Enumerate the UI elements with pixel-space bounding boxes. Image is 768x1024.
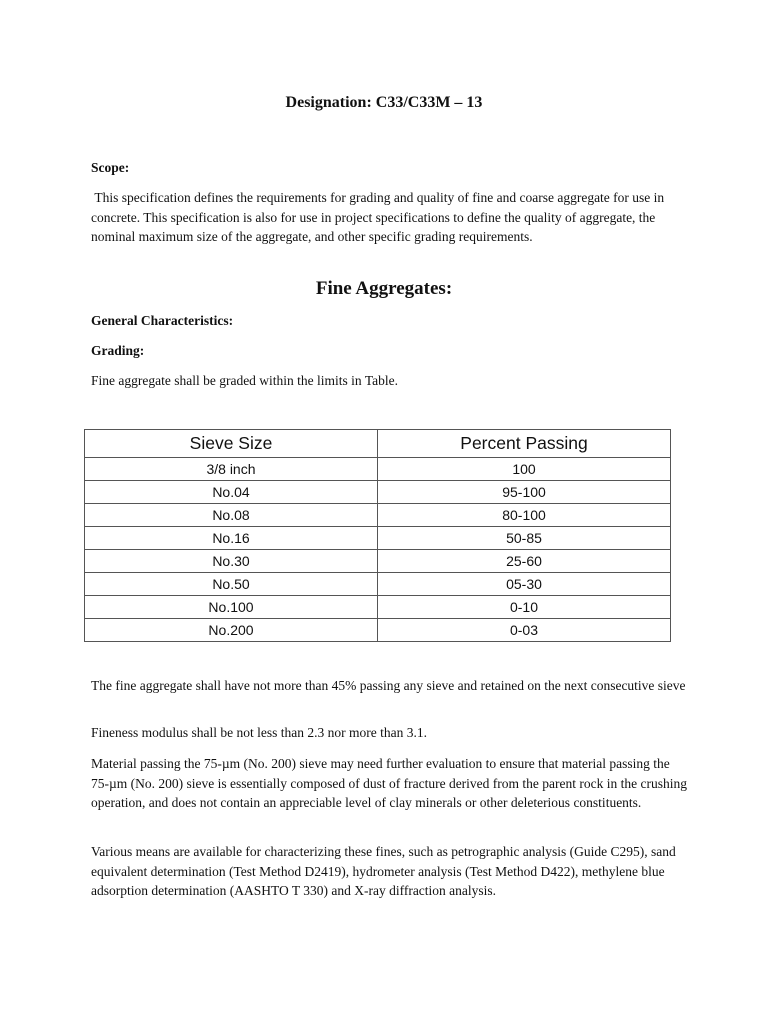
- table-header-row: [85, 430, 671, 458]
- percent-passing-cell: 0-03: [378, 619, 671, 642]
- table-row: [85, 550, 671, 573]
- sieve-size-cell: 3/8 inch: [85, 458, 378, 481]
- percent-passing-cell: 50-85: [378, 527, 671, 550]
- percent-passing-cell: 25-60: [378, 550, 671, 573]
- header-sieve-size: Sieve Size: [85, 430, 378, 458]
- header-percent-passing: Percent Passing: [378, 430, 671, 458]
- sieve-size-cell: No.16: [85, 527, 378, 550]
- table-row: [85, 527, 671, 550]
- percent-passing-cell: 0-10: [378, 596, 671, 619]
- table-row: [85, 458, 671, 481]
- sieve-size-cell: No.04: [85, 481, 378, 504]
- grading-text: Fine aggregate shall be graded within the limits in Table.: [91, 373, 398, 388]
- table-row: [85, 573, 671, 596]
- percent-passing-cell: 100: [378, 458, 671, 481]
- percent-passing-cell: 95-100: [378, 481, 671, 504]
- grading-table: [84, 429, 671, 642]
- sieve-size-cell: No.30: [85, 550, 378, 573]
- sieve-size-cell: No.200: [85, 619, 378, 642]
- material-passing-paragraph: Material passing the 75-µm (No. 200) sieve may need further evaluation to ensure that material passing the 75-µm (No. 200) sieve is essentially composed of dust of fracture derived from the parent rock in the crushing operation, and does not contain an appreciable level of clay minerals or other deleterious constituents.: [91, 756, 687, 810]
- sieve-size-cell: No.50: [85, 573, 378, 596]
- table-row: [85, 596, 671, 619]
- percent-passing-cell: 80-100: [378, 504, 671, 527]
- designation-title: Designation: C33/C33M – 13: [285, 94, 483, 111]
- characterizing-fines-paragraph: Various means are available for characterizing these fines, such as petrographic analysis (Guide C295), sand equivalent determination (Test Method D2419), hydrometer analysis (Test Method D422), methylene blue adsorption determination (AASHTO T 330) and X-ray diffraction analysis.: [91, 844, 676, 898]
- table-row: [85, 481, 671, 504]
- table-row: [85, 619, 671, 642]
- scope-text: This specification defines the requirements for grading and quality of fine and coarse aggregate for use in concrete. This specification is also for use in project specifications to define the quality of aggregate, the nominal maximum size of the aggregate, and other specific grading requirements.: [91, 190, 665, 244]
- grading-heading: Grading:: [91, 343, 145, 358]
- table-row: [85, 504, 671, 527]
- sieve-size-cell: No.100: [85, 596, 378, 619]
- passing-limit-paragraph: The fine aggregate shall have not more than 45% passing any sieve and retained on the next consecutive sieve: [91, 678, 686, 693]
- general-characteristics-heading: General Characteristics:: [91, 313, 234, 328]
- fine-aggregates-title: Fine Aggregates:: [315, 278, 453, 299]
- sieve-size-cell: No.08: [85, 504, 378, 527]
- fineness-modulus-paragraph: Fineness modulus shall be not less than 2.3 nor more than 3.1.: [91, 725, 427, 740]
- scope-heading: Scope:: [91, 160, 130, 175]
- percent-passing-cell: 05-30: [378, 573, 671, 596]
